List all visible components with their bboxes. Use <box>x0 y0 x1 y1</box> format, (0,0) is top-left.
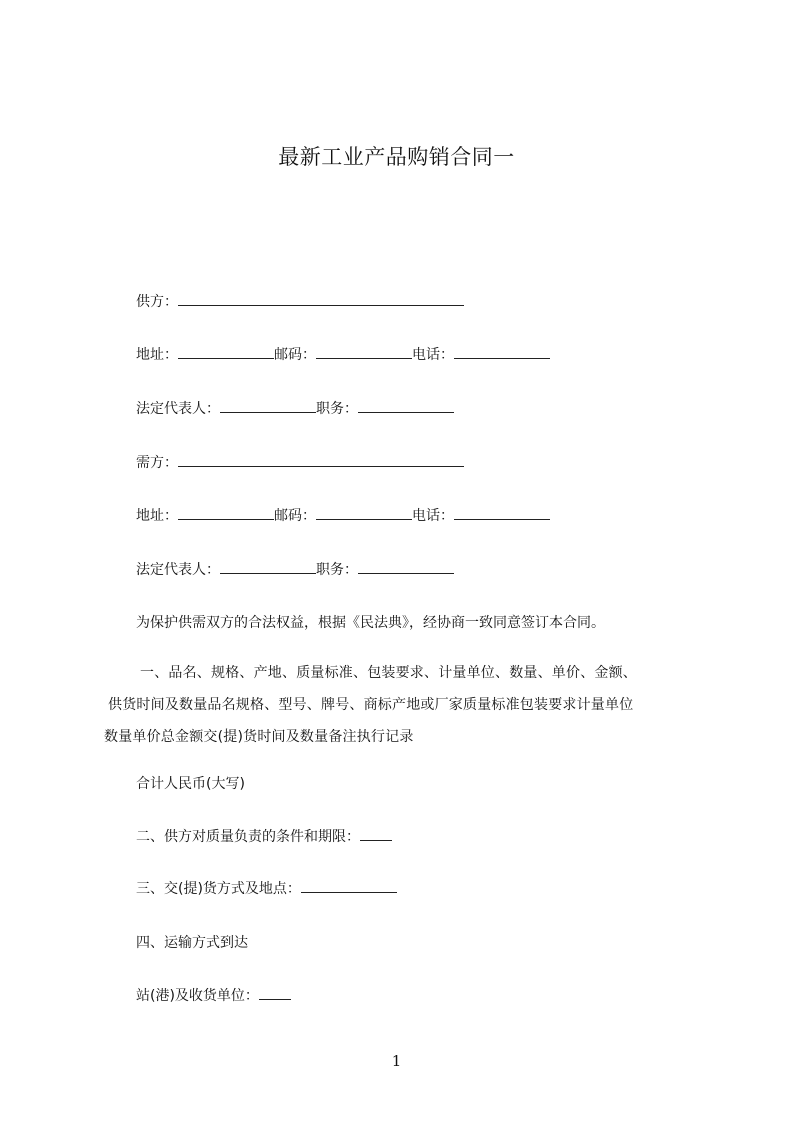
clause-3-label: 三、交(提)货方式及地点： <box>136 881 301 897</box>
buyer-blank[interactable] <box>178 452 464 467</box>
supplier-postcode-label: 邮码： <box>274 347 316 363</box>
clause-3-line <box>136 878 397 900</box>
buyer-line <box>136 452 464 474</box>
supplier-contact-line <box>136 344 550 366</box>
buyer-phone-label: 电话： <box>412 508 454 524</box>
clause-1-line-3: 数量单价总金额交(提)货时间及数量备注执行记录 <box>104 729 414 745</box>
document-title: 最新工业产品购销合同一 <box>278 145 515 169</box>
station-blank[interactable] <box>259 985 291 1000</box>
buyer-position-blank[interactable] <box>358 559 454 574</box>
station-label: 站(港)及收货单位： <box>136 988 259 1004</box>
buyer-address-blank[interactable] <box>178 505 274 520</box>
supplier-address-label: 地址： <box>136 347 178 363</box>
clause-2-blank[interactable] <box>360 826 392 841</box>
buyer-address-label: 地址： <box>136 508 178 524</box>
total-amount-line: 合计人民币(大写) <box>136 776 245 792</box>
supplier-legal-rep-label: 法定代表人： <box>136 401 220 417</box>
clause-1-line-1: 一、品名、规格、产地、质量标准、包装要求、计量单位、数量、单价、金额、 <box>140 665 637 681</box>
supplier-position-blank[interactable] <box>358 398 454 413</box>
supplier-label: 供方： <box>136 294 178 310</box>
supplier-blank[interactable] <box>178 291 464 306</box>
buyer-postcode-label: 邮码： <box>274 508 316 524</box>
buyer-legal-rep-blank[interactable] <box>220 559 316 574</box>
buyer-contact-line <box>136 505 550 527</box>
buyer-position-label: 职务： <box>316 562 358 578</box>
clause-2-line <box>136 826 392 848</box>
clause-4-line: 四、运输方式到达 <box>136 935 248 951</box>
supplier-legal-rep-blank[interactable] <box>220 398 316 413</box>
supplier-phone-blank[interactable] <box>454 344 550 359</box>
buyer-postcode-blank[interactable] <box>316 505 412 520</box>
buyer-legal-rep-label: 法定代表人： <box>136 562 220 578</box>
page-number: 1 <box>391 1052 402 1070</box>
buyer-label: 需方： <box>136 455 178 471</box>
clause-1-line-2: 供货时间及数量品名规格、型号、牌号、商标产地或厂家质量标准包装要求计量单位 <box>108 697 634 713</box>
supplier-line <box>136 291 464 313</box>
clause-3-blank[interactable] <box>301 878 397 893</box>
buyer-phone-blank[interactable] <box>454 505 550 520</box>
supplier-phone-label: 电话： <box>412 347 454 363</box>
intro-paragraph: 为保护供需双方的合法权益，根据《民法典》，经协商一致同意签订本合同。 <box>136 615 605 631</box>
clause-2-label: 二、供方对质量负责的条件和期限： <box>136 829 360 845</box>
clause-1-paragraph <box>104 657 704 753</box>
supplier-postcode-blank[interactable] <box>316 344 412 359</box>
buyer-rep-line <box>136 559 454 581</box>
supplier-rep-line <box>136 398 454 420</box>
supplier-position-label: 职务： <box>316 401 358 417</box>
supplier-address-blank[interactable] <box>178 344 274 359</box>
station-line <box>136 985 291 1007</box>
